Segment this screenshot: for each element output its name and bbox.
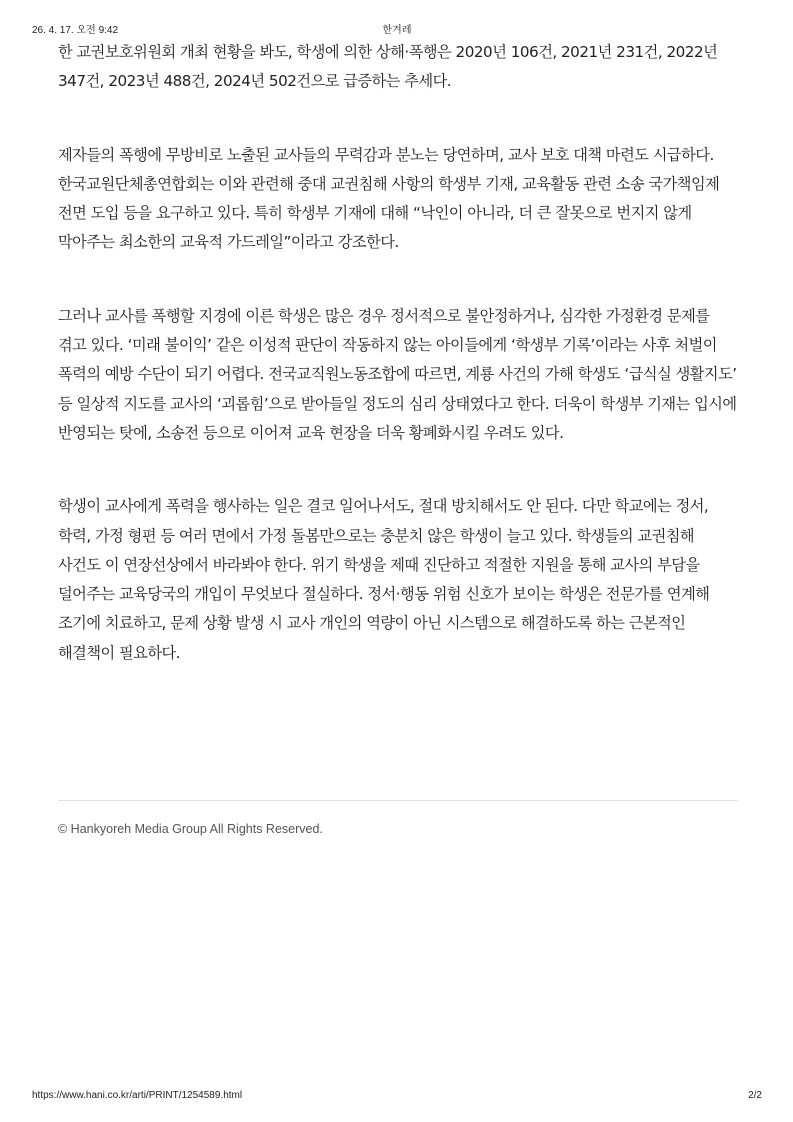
print-url[interactable]: https://www.hani.co.kr/arti/PRINT/1254589.html (32, 1090, 243, 1101)
page-number: 2/2 (748, 1090, 762, 1101)
print-footer (32, 1090, 762, 1104)
print-date: 26. 4. 17. 오전 9:42 (32, 25, 119, 36)
site-name: 한겨레 (382, 25, 412, 36)
article-paragraph: 학생이 교사에게 폭력을 행사하는 일은 결코 일어나서도, 절대 방치해서도 안 된다. 다만 학교에는 정서, 학력, 가정 형편 등 여러 면에서 가정 돌봄만으로는 충분치 않은 학생이 늘고 있다. 학생들의 교권침해 사건도 이 연장선상에서 바라봐야 한다. 위기 학생을 제때 진단하고 적절한 지원을 통해 교사의 부담을 덜어주는 교육당국의 개입이 무엇보다 절실하다. 정서·행동 위험 신호가 보이는 학생은 전문가를 연계해 조기에 치료하고, 문제 상황 발생 시 교사 개인의 역량이 아닌 시스템으로 해결하도록 하는 근본적인 해결책이 필요하다. (58, 497, 710, 662)
footer-divider (58, 800, 738, 801)
print-header (32, 21, 762, 35)
article-paragraph: 제자들의 폭행에 무방비로 노출된 교사들의 무력감과 분노는 당연하며, 교사 보호 대책 마련도 시급하다. 한국교원단체총연합회는 이와 관련해 중대 교권침해 사항의 학생부 기재, 교육활동 관련 소송 국가책임제 전면 도입 등을 요구하고 있다. 특히 학생부 기재에 대해 “낙인이 아니라, 더 큰 잘못으로 번지지 않게 막아주는 최소한의 교육적 가드레일”이라고 강조한다. (58, 145, 720, 252)
copyright-notice: © Hankyoreh Media Group All Rights Reserved. (58, 822, 323, 836)
article-body (58, 38, 738, 712)
article-paragraph: 그러나 교사를 폭행할 지경에 이른 학생은 많은 경우 정서적으로 불안정하거나, 심각한 가정환경 문제를 겪고 있다. ‘미래 불이익’ 같은 이성적 판단이 작동하지 않는 아이들에게 ‘학생부 기록’이라는 사후 처벌이 폭력의 예방 수단이 되기 어렵다. 전국교직원노동조합에 따르면, 계룡 사건의 가해 학생도 ‘급식실 생활지도’ 등 일상적 지도를 교사의 ‘괴롭힘’으로 받아들일 정도의 심리 상태였다고 한다. 더욱이 학생부 기재는 입시에 반영되는 탓에, 소송전 등으로 이어져 교육 현장을 더욱 황폐화시킬 우려도 있다. (58, 306, 737, 442)
article-paragraph: 한 교권보호위원회 개최 현황을 봐도, 학생에 의한 상해·폭행은 2020년 106건, 2021년 231건, 2022년 347건, 2023년 488건, 2024년 502건으로 급증하는 추세다. (58, 43, 718, 91)
